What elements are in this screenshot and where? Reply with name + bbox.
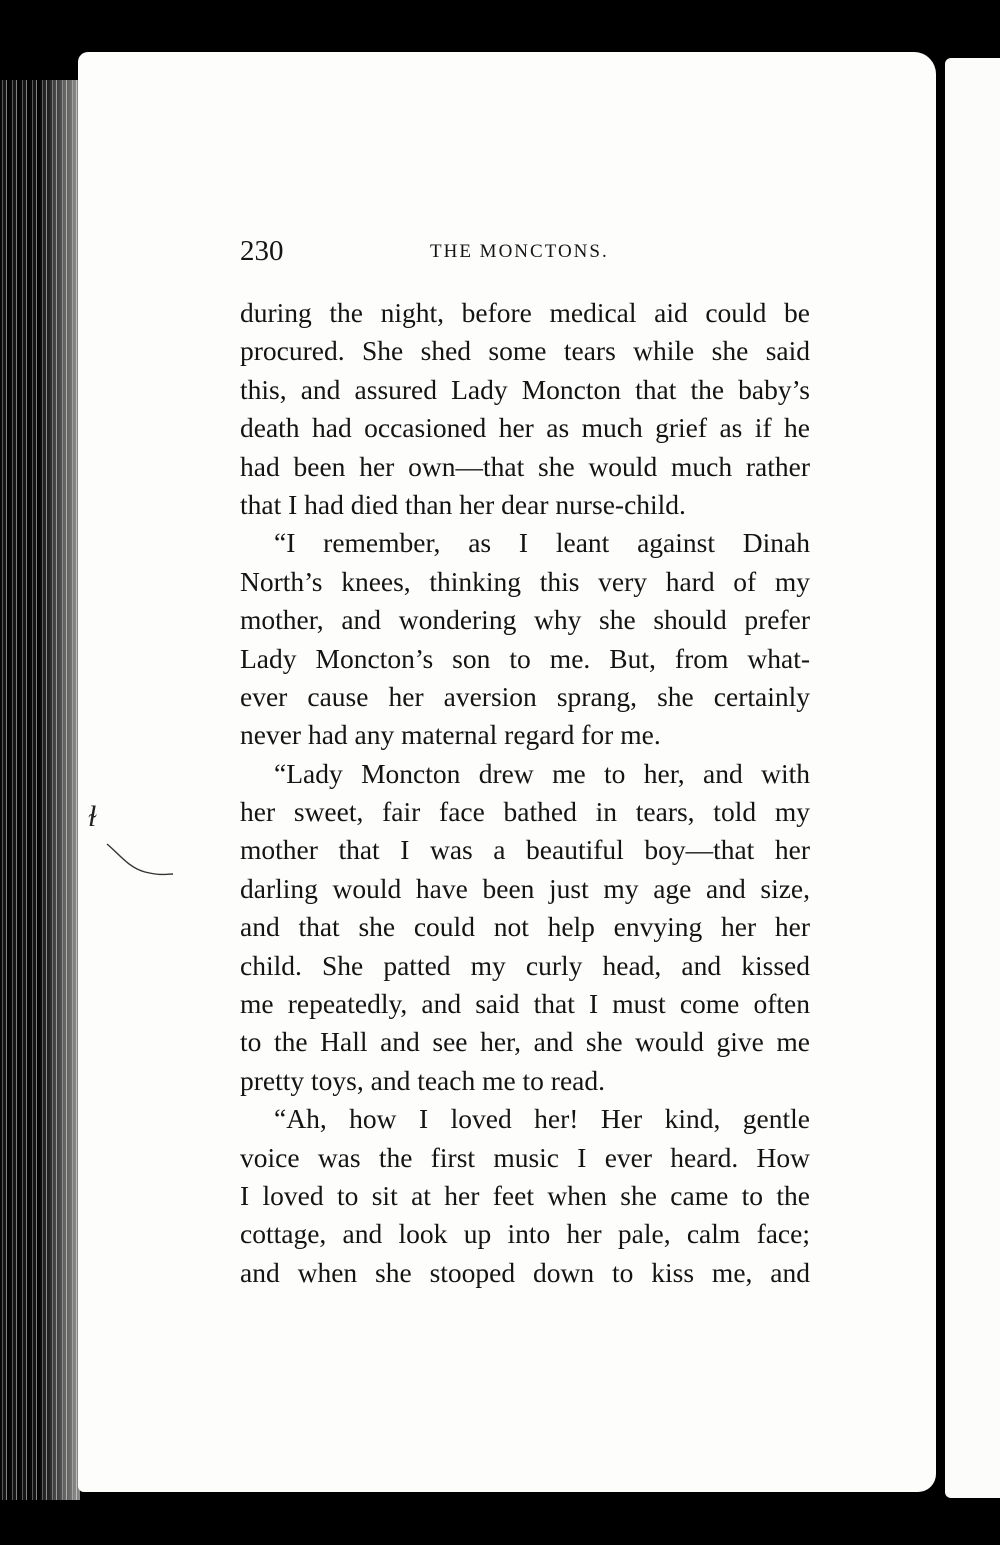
text-line: child. She patted my curly head, and kissed xyxy=(240,949,810,981)
text-line: “I remember, as I leant against Dinah xyxy=(274,527,810,559)
text-line: me repeatedly, and said that I must come often xyxy=(240,988,810,1020)
text-line: voice was the first music I ever heard. How xyxy=(240,1141,810,1173)
text-line: her sweet, fair face bathed in tears, told my xyxy=(240,796,810,828)
margin-annotation: ɫ xyxy=(88,800,97,833)
text-line: had been her own—that she would much rather xyxy=(240,450,810,482)
running-head: THE MONCTONS. xyxy=(430,241,609,262)
page-number: 230 xyxy=(240,235,284,267)
text-line: and when she stooped down to kiss me, and xyxy=(240,1256,810,1288)
margin-pencil-stroke xyxy=(105,840,175,880)
text-line: and that she could not help envying her her xyxy=(240,911,810,943)
text-line: ever cause her aversion sprang, she certainly xyxy=(240,680,810,712)
text-line: that I had died than her dear nurse-child. xyxy=(240,488,686,520)
text-line: during the night, before medical aid could be xyxy=(240,297,810,328)
text-line: “Ah, how I loved her! Her kind, gentle xyxy=(274,1103,810,1135)
text-line: I loved to sit at her feet when she came to the xyxy=(240,1179,810,1211)
text-line: this, and assured Lady Moncton that the baby’s xyxy=(240,373,810,405)
body-text xyxy=(240,294,810,1292)
gutter-shadow xyxy=(40,80,80,1500)
text-line: darling would have been just my age and size, xyxy=(240,872,810,904)
text-line: procured. She shed some tears while she said xyxy=(240,335,810,367)
text-line: “Lady Moncton drew me to her, and with xyxy=(274,757,810,789)
text-line: Lady Moncton’s son to me. But, from what- xyxy=(240,642,810,674)
text-line: cottage, and look up into her pale, calm face; xyxy=(240,1218,810,1250)
text-line: never had any maternal regard for me. xyxy=(240,719,661,751)
text-line: mother that I was a beautiful boy—that her xyxy=(240,834,810,866)
text-line: pretty toys, and teach me to read. xyxy=(240,1064,606,1096)
page-header xyxy=(240,232,810,272)
text-line: mother, and wondering why she should prefer xyxy=(240,604,810,636)
text-line: death had occasioned her as much grief as if he xyxy=(240,412,810,444)
text-line: North’s knees, thinking this very hard of my xyxy=(240,565,810,597)
text-line: to the Hall and see her, and she would give me xyxy=(240,1026,810,1058)
facing-page-edge xyxy=(945,58,1000,1498)
